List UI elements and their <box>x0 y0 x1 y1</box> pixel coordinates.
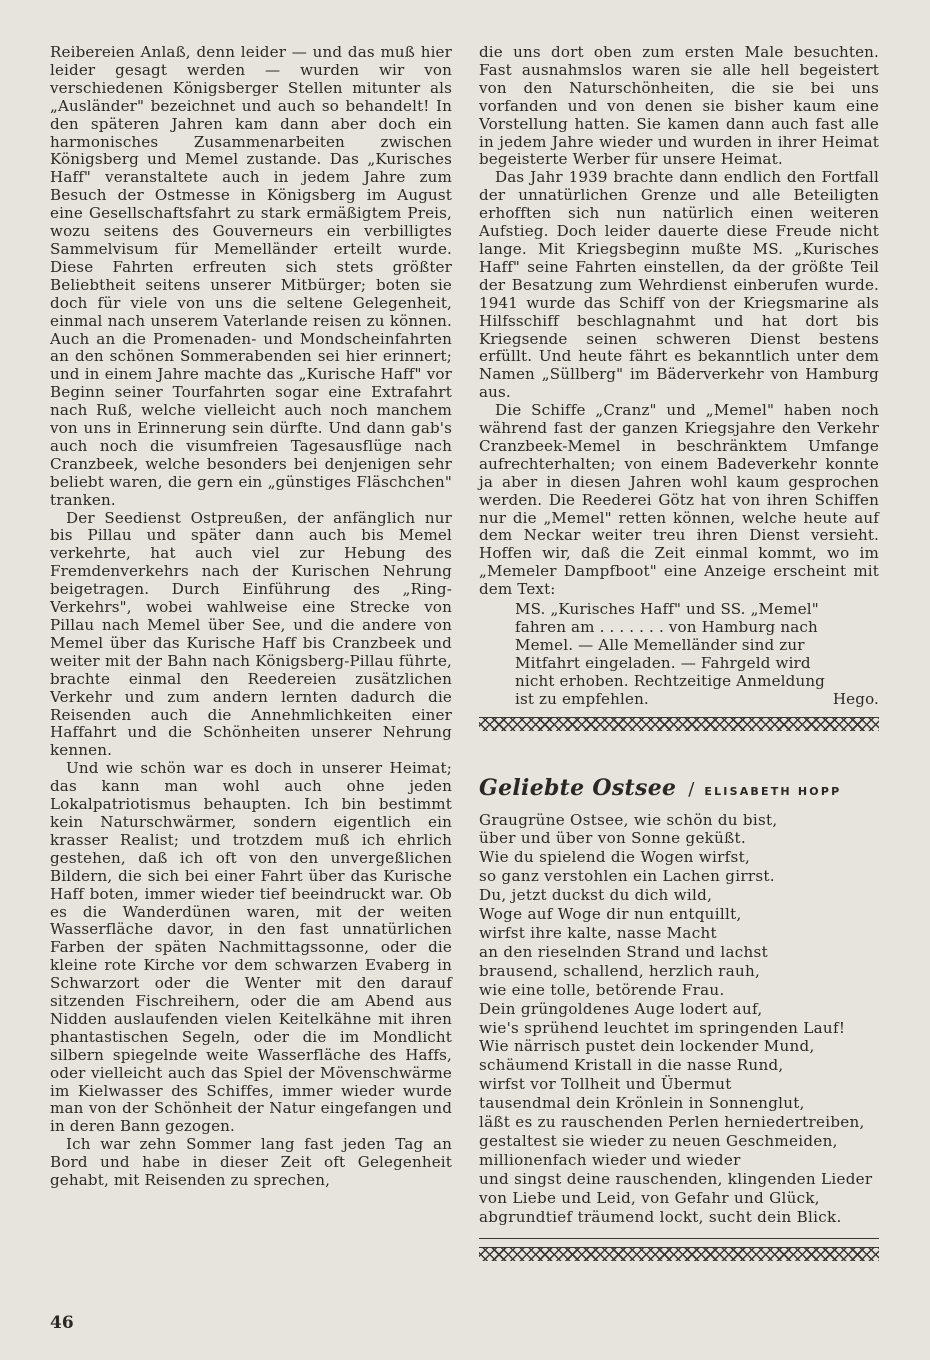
poem-line: läßt es zu rauschenden Perlen herniedertreiben, <box>479 1113 865 1132</box>
article-paragraph: Der Seedienst Ostpreußen, der anfänglich nur bis Pillau und später dann auch bis Memel verkehrte, hat auch viel zur Hebung des Fremdenverkehrs nach der Kurischen Nehrung beigetragen. Durch Einführung des „Ring-Verkehrs", wobei wahlweise eine Strecke von Pillau nach Memel über See, und die andere von Memel über das Kurische Haff bis Cranzbeek und weiter mit der Bahn nach Königsberg-Pillau führte, brachte einmal den Reedereien zusätzlichen Verkehr und zum andern lernten dadurch die Reisenden auch die Annehmlichkeiten einer Haffahrt und die Schönheiten unserer Nehrung kennen. <box>50 508 452 760</box>
notice-line: ist zu empfehlen. <box>515 689 649 708</box>
poem-line: brausend, schallend, herzlich rauh, <box>479 961 761 980</box>
page-number: 46 <box>50 1313 74 1333</box>
article-paragraph: Und wie schön war es doch in unserer Heimat; das kann man wohl auch ohne jeden Lokalpatriotismus behaupten. Ich bin bestimmt kein Naturschwärmer, sondern eigentlich ein krasser Realist; und trotzdem muß ich ehrlich gestehen, daß ich oft von den unvergeßlichen Bildern, die sich bei einer Fahrt über das Kurische Haff boten, immer wieder tief beeindruckt war. Ob es die Wanderdünen waren, mit der weiten Wasserfläche davor, in den fast unnatürlichen Farben der späten Nachmittagssonne, oder die kleine rote Kirche vor dem schwarzen Evaberg in Schwarzort oder die Wenter mit den darauf sitzenden Fischreihern, oder die am Abend aus Nidden auslaufenden vielen Keitelkähne mit ihren phantastischen Segeln, oder die im Mondlicht silbern spiegelnde weite Wasserfläche des Haffs, oder vielleicht auch das Spiel der Mövenschwärme im Kielwasser des Schiffes, immer wieder wurde man von der Schönheit der Natur eingefangen und in deren Bann gezogen. <box>50 759 452 1136</box>
notice-line: nicht erhoben. Rechtzeitige Anmeldung <box>515 671 825 690</box>
poem-line: und singst deine rauschenden, klingenden Lieder <box>479 1169 873 1188</box>
poem-line: Wie närrisch pustet dein lockender Mund, <box>479 1037 815 1056</box>
right-column <box>479 44 879 1261</box>
notice-line: Memel. — Alle Memelländer sind zur <box>515 635 805 654</box>
poem-line: über und über von Sonne geküßt. <box>479 829 746 848</box>
poem-header <box>479 775 879 801</box>
poem-line: Dein grüngoldenes Auge lodert auf, <box>479 999 763 1018</box>
article-paragraph: Die Schiffe „Cranz" und „Memel" haben noch während fast der ganzen Kriegsjahre den Verkehr Cranzbeek-Memel in beschränktem Umfange aufrechterhalten; von einem Badeverkehr konnte ja aber in diesen Jahren wohl kaum gesprochen werden. Die Reederei Götz hat von ihren Schiffen nur die „Memel" retten können, welche heute auf dem Neckar weiter treu ihren Dienst versieht. Hoffen wir, daß die Zeit einmal kommt, wo im „Memeler Dampfboot" eine Anzeige erscheint mit dem Text: <box>479 401 879 599</box>
poem-line: wirfst vor Tollheit und Übermut <box>479 1075 732 1094</box>
left-column <box>50 44 452 1190</box>
poem-line: schäumend Kristall in die nasse Rund, <box>479 1056 784 1075</box>
notice-line: MS. „Kurisches Haff" und SS. „Memel" <box>515 600 819 619</box>
poem-line: tausendmal dein Krönlein in Sonnenglut, <box>479 1094 805 1113</box>
poem-line: Woge auf Woge dir nun entquillt, <box>479 905 742 924</box>
poem-end-rule <box>479 1238 879 1239</box>
decorative-border <box>479 1247 879 1261</box>
poem-line: gestaltest sie wieder zu neuen Geschmeiden, <box>479 1131 838 1150</box>
notice-line: fahren am . . . . . . . von Hamburg nach <box>515 618 818 636</box>
article-paragraph: Ich war zehn Sommer lang fast jeden Tag an Bord und habe in dieser Zeit oft Gelegenheit gehabt, mit Reisenden zu sprechen, <box>50 1135 452 1190</box>
notice-line: Mitfahrt eingeladen. — Fahrgeld wird <box>515 653 811 672</box>
author-signature: Hego. <box>832 689 879 708</box>
poem-title: Geliebte Ostsee <box>479 774 677 801</box>
article-paragraph: Reibereien Anlaß, denn leider — und das muß hier leider gesagt werden — wurden wir von verschiedenen Königsberger Stellen mitunter als „Ausländer" bezeichnet und auch so behandelt! In den späteren Jahren kam dann aber doch ein harmonisches Zusammenarbeiten zwischen Königsberg und Memel zustande. Das „Kurisches Haff" veranstaltete auch in jedem Jahre zum Besuch der Ostmesse in Königsberg im August eine Gesellschaftsfahrt zu stark ermäßigtem Preis, wozu seitens des Gouverneurs ein verbilligtes Sammelvisum für Memelländer erteilt wurde. Diese Fahrten erfreuten sich stets größter Beliebtheit seitens unserer Mitbürger; boten sie doch für viele von uns die seltene Gelegenheit, einmal nach unserem Vaterlande reisen zu können. Auch an die Promenaden- und Mondscheinfahrten an den schönen Sommerabenden sei hier erinnert; und in einem Jahre machte das „Kurische Haff" vor Beginn seiner Tourfahrten sogar eine Extrafahrt nach Ruß, welche vielleicht auch noch manchem von uns in Erinnerung sein dürfte. Und dann gab's auch noch die visumfreien Tagesausflüge nach Cranzbeek, welche besonders bei denjenigen sehr beliebt waren, die gern ein „günstiges Fläschchen" tranken. <box>50 43 452 509</box>
poem-line: wie's sprühend leuchtet im springenden Lauf! <box>479 1018 846 1037</box>
poem-line: Graugrüne Ostsee, wie schön du bist, <box>479 810 778 829</box>
poem-line: an den rieselnden Strand und lachst <box>479 942 768 961</box>
poem-line: Wie du spielend die Wogen wirfst, <box>479 848 751 867</box>
advertisement-notice <box>515 601 879 708</box>
decorative-border <box>479 717 879 731</box>
article-paragraph: Das Jahr 1939 brachte dann endlich den Fortfall der unnatürlichen Grenze und alle Beteiligten erhofften sich nun natürlich einen weiteren Aufstieg. Doch leider dauerte diese Freude nicht lange. Mit Kriegsbeginn mußte MS. „Kurisches Haff" seine Fahrten einstellen, da der größte Teil der Besatzung zum Wehrdienst einberufen wurde. 1941 wurde das Schiff von der Kriegsmarine als Hilfsschiff beschlagnahmt und hat dort bis Kriegsende seinen schweren Dienst bestens erfüllt. Und heute fährt es bekanntlich unter dem Namen „Süllberg" im Bäderverkehr von Hamburg aus. <box>479 168 879 402</box>
poem-author: ELISABETH HOPP <box>704 784 842 798</box>
poem-line: so ganz verstohlen ein Lachen girrst. <box>479 867 775 886</box>
poem-line: millionenfach wieder und wieder <box>479 1150 741 1169</box>
poem-line: von Liebe und Leid, von Gefahr und Glück, <box>479 1188 820 1207</box>
title-separator: / <box>688 778 695 800</box>
poem-line: wirfst ihre kalte, nasse Macht <box>479 923 717 942</box>
poem-body <box>479 811 879 1227</box>
poem-line: wie eine tolle, betörende Frau. <box>479 980 725 999</box>
article-paragraph: die uns dort oben zum ersten Male besuchten. Fast ausnahmslos waren sie alle hell begeistert von den Naturschönheiten, die sie bei uns vorfanden und von denen sie bisher kaum eine Vorstellung hatten. Sie kamen dann auch fast alle in jedem Jahre wieder und wurden in ihrer Heimat begeisterte Werber für unsere Heimat. <box>479 43 879 169</box>
poem-line: abgrundtief träumend lockt, sucht dein Blick. <box>479 1207 842 1226</box>
poem-line: Du, jetzt duckst du dich wild, <box>479 886 713 905</box>
